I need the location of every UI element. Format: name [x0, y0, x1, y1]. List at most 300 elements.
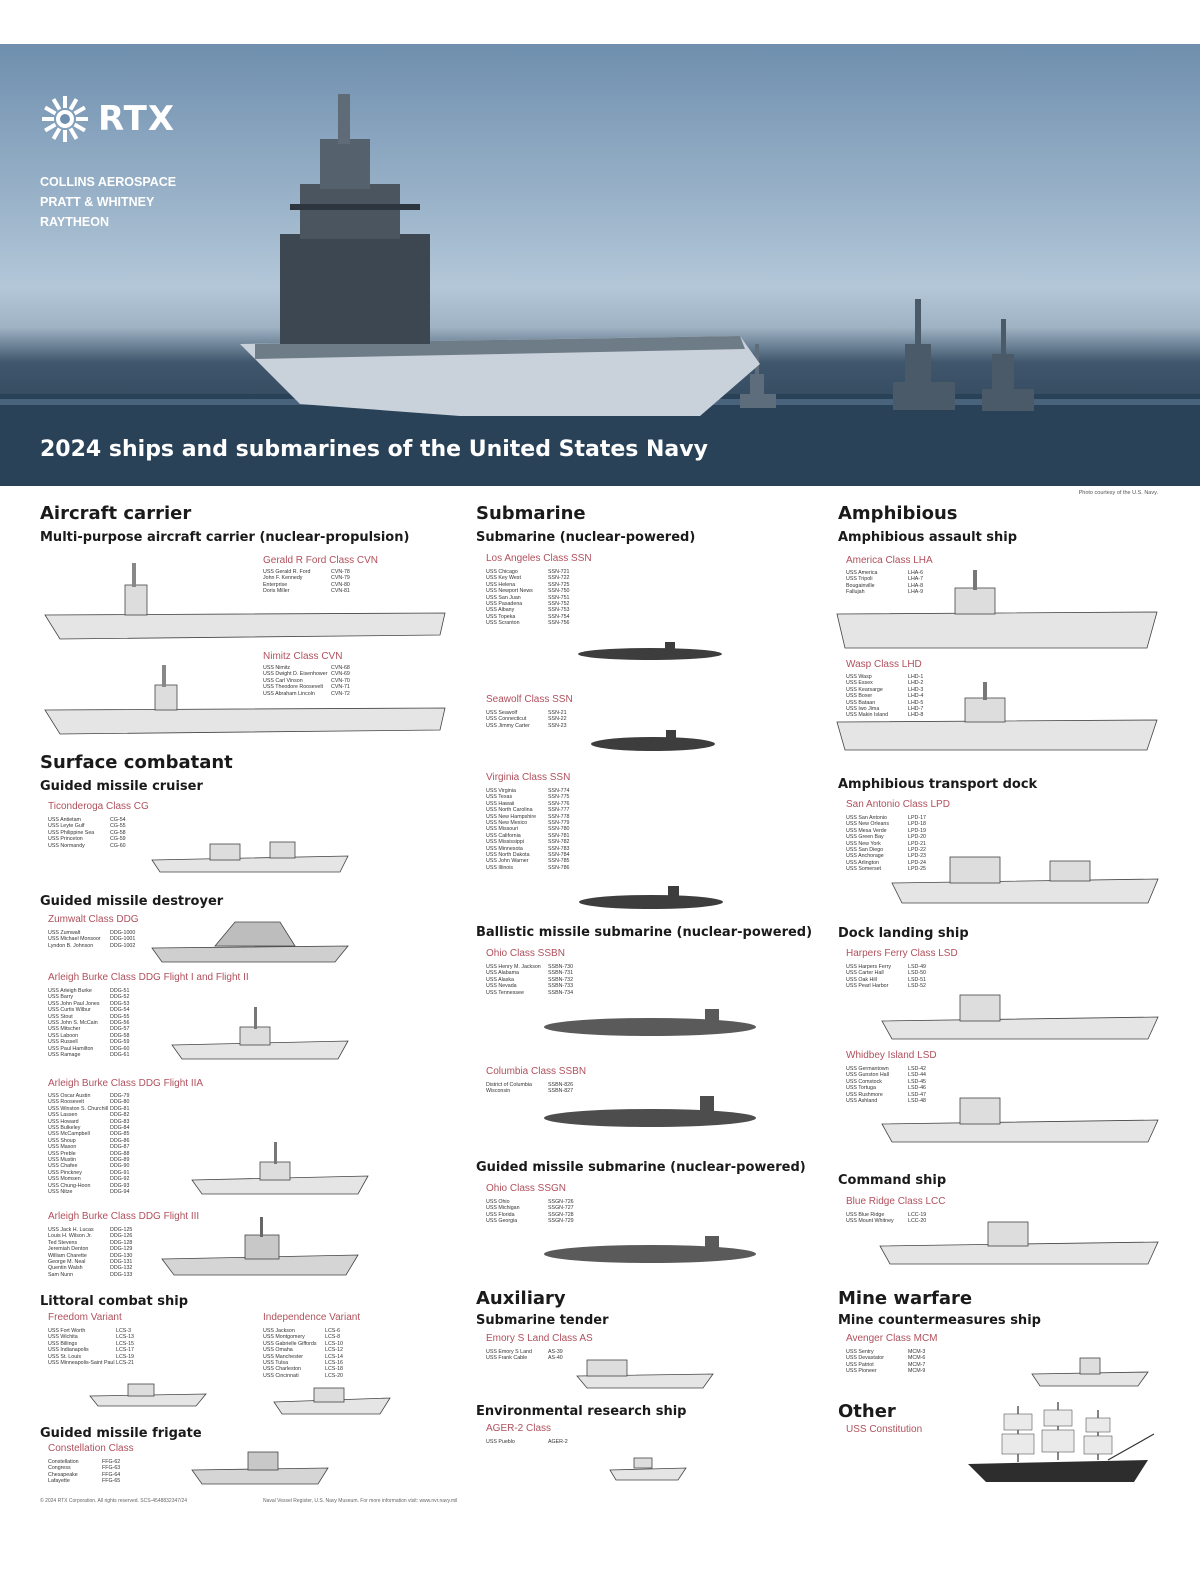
ship-name: USS San Antonio	[846, 815, 887, 821]
hull-number: DDG-54	[110, 1007, 130, 1014]
hull-number: CG-58	[110, 829, 126, 836]
hull-number: DDG-130	[110, 1252, 133, 1259]
ship-name: USS Makin Island	[846, 712, 889, 719]
subheading-cruiser: Guided missile cruiser	[40, 779, 203, 794]
ship-name: USS Laboon	[48, 1032, 79, 1039]
hull-number: SSN-779	[548, 820, 570, 827]
hull-number: SSN-777	[548, 807, 570, 814]
blue-ridge-silhouette	[878, 1208, 1160, 1268]
ship-name: USS Pinckney	[48, 1169, 82, 1176]
hull-number: LCS-13	[116, 1334, 134, 1341]
hull-number: LHD-7	[908, 706, 924, 713]
ship-name: Doris Miller	[263, 588, 290, 595]
hull-number: SSN-725	[548, 581, 570, 588]
hull-number: CVN-80	[331, 581, 350, 588]
ship-name: USS John Warner	[486, 858, 529, 865]
ship-name: USS Wasp	[846, 674, 872, 680]
nimitz-silhouette	[40, 660, 450, 740]
ship-name: USS Alabama	[486, 970, 519, 977]
ship-name: USS Pasadena	[486, 601, 523, 608]
ship-name: USS Harpers Ferry	[846, 964, 892, 970]
subsidiary-list	[40, 172, 176, 232]
ship-name: USS Oak Hill	[846, 976, 877, 983]
ship-name: USS Gabrielle Giffords	[263, 1340, 317, 1347]
hull-number: SSBN-826	[548, 1082, 574, 1088]
class-nimitz: Nimitz Class CVN	[263, 651, 343, 662]
hull-number: DDG-90	[110, 1163, 130, 1170]
hull-number: LSD-46	[908, 1085, 926, 1092]
hull-number: DDG-59	[110, 1039, 130, 1046]
carrier-photo	[0, 44, 1200, 486]
ship-name: USS California	[486, 832, 521, 839]
ship-name: USS Theodore Roosevelt	[263, 684, 323, 691]
hull-number: LCS-12	[325, 1347, 343, 1354]
hull-number: DDG-55	[110, 1013, 130, 1020]
ship-name: USS Curtis Wilbur	[48, 1007, 91, 1014]
class-constitution: USS Constitution	[846, 1424, 923, 1435]
ship-name: USS New Mexico	[486, 820, 528, 827]
logo-text: RTX	[98, 99, 176, 139]
hull-number: DDG-61	[110, 1052, 130, 1059]
class-los-angeles: Los Angeles Class SSN	[486, 553, 592, 564]
virginia-silhouette	[576, 880, 726, 910]
avenger-silhouette	[1030, 1348, 1150, 1388]
ab-flight3-silhouette	[160, 1215, 360, 1277]
list-seawolf	[486, 710, 578, 729]
ship-name: USS Boxer	[846, 693, 873, 700]
hull-number: LCS-21	[116, 1360, 134, 1367]
heading-aircraft-carrier: Aircraft carrier	[40, 503, 192, 524]
hull-number: LCC-20	[908, 1218, 927, 1225]
ship-name: USS Germantown	[846, 1066, 889, 1072]
class-emory: Emory S Land Class AS	[486, 1333, 593, 1344]
ship-name: USS Devastator	[846, 1355, 884, 1362]
hull-number: SSN-751	[548, 594, 570, 601]
ship-name: USS Tortuga	[846, 1085, 876, 1092]
ship-name: USS John Paul Jones	[48, 1000, 100, 1007]
hull-number: LHD-5	[908, 699, 924, 706]
class-columbia: Columbia Class SSBN	[486, 1066, 587, 1077]
subheading-transport: Amphibious transport dock	[838, 777, 1038, 792]
hull-number: LCS-8	[325, 1334, 341, 1341]
subheading-tender: Submarine tender	[476, 1313, 609, 1328]
hull-number: DDG-56	[110, 1020, 130, 1027]
ship-name: USS Mitscher	[48, 1026, 81, 1033]
hull-number: LPD-19	[908, 827, 926, 834]
subheading-destroyer: Guided missile destroyer	[40, 894, 224, 909]
ship-name: USS Blue Ridge	[846, 1212, 885, 1218]
hull-number: CVN-69	[331, 671, 350, 678]
class-wasp: Wasp Class LHD	[846, 659, 922, 670]
ship-name: Lyndon B. Johnson	[48, 942, 94, 949]
hull-number: LHA-6	[908, 570, 924, 576]
list-ab-flight3	[48, 1227, 140, 1278]
ship-name: USS Philippine Sea	[48, 829, 95, 836]
ship-name: USS Indianapolis	[48, 1347, 89, 1354]
ticonderoga-silhouette	[150, 832, 350, 874]
independence-silhouette	[272, 1380, 392, 1416]
class-constellation: Constellation Class	[48, 1443, 134, 1454]
ship-name: USS Patriot	[846, 1361, 874, 1368]
hull-number: DDG-89	[110, 1157, 130, 1164]
heading-submarine: Submarine	[476, 503, 586, 524]
hull-number: LHA-9	[908, 589, 924, 596]
ship-name: USS Winston S. Churchill	[48, 1105, 109, 1112]
hull-number: SSN-778	[548, 813, 570, 820]
ship-name: USS Ohio	[486, 1199, 510, 1205]
hull-number: LCS-16	[325, 1360, 343, 1367]
heading-auxiliary: Auxiliary	[476, 1288, 566, 1309]
hull-number: LCS-18	[325, 1366, 343, 1373]
hull-number: SSBN-732	[548, 976, 574, 983]
hull-number: LPD-23	[908, 853, 926, 860]
hull-number: LHA-7	[908, 576, 924, 583]
ship-name: USS Kearsarge	[846, 686, 883, 693]
ship-name: USS Mesa Verde	[846, 827, 887, 834]
ship-name: USS Charleston	[263, 1366, 301, 1373]
ship-name: USS Henry M. Jackson	[486, 964, 541, 970]
class-ford: Gerald R Ford Class CVN	[263, 555, 379, 566]
ship-name: USS Wichita	[48, 1334, 78, 1341]
list-ager	[486, 1439, 578, 1445]
hull-number: SSN-780	[548, 826, 570, 833]
hull-number: SSN-785	[548, 858, 570, 865]
ship-name: USS Hawaii	[486, 800, 515, 807]
list-emory	[486, 1349, 578, 1362]
hull-number: DDG-81	[110, 1105, 130, 1112]
ship-name: USS Michigan	[486, 1205, 520, 1212]
ship-name: USS Pearl Harbor	[846, 983, 889, 990]
hull-number: LCS-10	[325, 1340, 343, 1347]
ship-name: USS Tripoli	[846, 576, 873, 583]
hull-number: DDG-85	[110, 1131, 130, 1138]
ship-name: USS Ramage	[48, 1052, 81, 1059]
ship-name: USS Florida	[486, 1211, 515, 1218]
ship-name: John F. Kennedy	[263, 575, 303, 582]
hull-number: SSN-722	[548, 575, 570, 582]
ship-name: Jeremiah Denton	[48, 1246, 89, 1253]
hull-number: SSN-783	[548, 845, 570, 852]
hull-number: DDG-1001	[110, 936, 136, 943]
ohio-ssgn-silhouette	[540, 1232, 760, 1264]
ship-name: USS Frank Cable	[486, 1355, 528, 1362]
hull-number: LHD-4	[908, 693, 924, 700]
subsidiary-raytheon: RAYTHEON	[40, 215, 109, 229]
ship-name: USS Barry	[48, 994, 74, 1001]
hull-number: DDG-82	[110, 1112, 130, 1119]
ship-name: USS Rushmore	[846, 1091, 883, 1098]
hull-number: CVN-68	[331, 665, 350, 671]
hull-number: DDG-88	[110, 1150, 130, 1157]
ship-name: Chesapeake	[48, 1471, 78, 1478]
ship-name: USS Tulsa	[263, 1360, 289, 1367]
ship-name: USS Abraham Lincoln	[263, 690, 315, 697]
class-avenger: Avenger Class MCM	[846, 1333, 938, 1344]
list-ohio-ssbn	[486, 964, 578, 996]
hull-number: DDG-84	[110, 1125, 130, 1132]
ab-flight2a-silhouette	[190, 1140, 370, 1196]
subheading-lcs: Littoral combat ship	[40, 1294, 189, 1309]
list-ticonderoga	[48, 817, 140, 849]
list-independence	[263, 1328, 351, 1379]
ship-name: USS Jackson	[263, 1328, 295, 1334]
ship-name: USS Illinois	[486, 864, 514, 871]
list-ohio-ssgn	[486, 1199, 578, 1225]
ship-name: USS Chicago	[486, 569, 518, 575]
ship-name: USS Sentry	[846, 1349, 874, 1355]
subheading-mcm: Mine countermeasures ship	[838, 1313, 1041, 1328]
ship-name: Sam Nunn	[48, 1271, 74, 1278]
ship-name: USS Zumwalt	[48, 930, 81, 936]
hull-number: LPD-25	[908, 866, 926, 873]
hull-number: LSD-52	[908, 983, 926, 990]
hull-number: SSN-776	[548, 800, 570, 807]
hull-number: CVN-81	[331, 588, 350, 595]
hull-number: LPD-17	[908, 815, 926, 821]
class-america: America Class LHA	[846, 555, 933, 566]
ship-name: USS Connecticut	[486, 716, 527, 723]
class-harpers: Harpers Ferry Class LSD	[846, 948, 958, 959]
hull-number: SSN-21	[548, 710, 567, 716]
ship-name: USS Shoup	[48, 1137, 76, 1144]
class-freedom: Freedom Variant	[48, 1312, 122, 1323]
hull-number: SSN-23	[548, 722, 567, 729]
subheading-command: Command ship	[838, 1173, 947, 1188]
ship-name: USS Paul Hamilton	[48, 1045, 94, 1052]
ship-name: USS Minnesota	[486, 845, 523, 852]
ship-name: USS Fort Worth	[48, 1328, 86, 1334]
ship-name: USS New Hampshire	[486, 813, 537, 820]
ship-name: Constellation	[48, 1459, 79, 1465]
ship-name: USS Mustin	[48, 1157, 76, 1164]
ship-name: USS Nevada	[486, 983, 517, 990]
hull-number: LHD-3	[908, 686, 924, 693]
ship-name: USS Dwight D. Eisenhower	[263, 671, 328, 678]
constitution-silhouette	[958, 1400, 1158, 1486]
ship-name: USS Carl Vinson	[263, 677, 303, 684]
ship-name: USS Scranton	[486, 620, 520, 627]
class-virginia: Virginia Class SSN	[486, 772, 571, 783]
class-ab-flight3: Arleigh Burke Class DDG Flight III	[48, 1211, 200, 1222]
class-ab-flight1: Arleigh Burke Class DDG Flight I and Flight II	[48, 972, 249, 983]
hull-number: LCS-20	[325, 1372, 343, 1379]
ship-name: USS Texas	[486, 794, 513, 801]
emory-silhouette	[575, 1350, 715, 1390]
list-los-angeles	[486, 569, 578, 627]
hull-number: DDG-86	[110, 1137, 130, 1144]
hull-number: SSN-784	[548, 852, 570, 859]
ship-name: USS Michael Monsoor	[48, 936, 101, 943]
hull-number: LHD-8	[908, 712, 924, 719]
hull-number: MCM-6	[908, 1355, 926, 1362]
hull-number: DDG-94	[110, 1189, 130, 1196]
ship-name: USS Gerald R. Ford	[263, 569, 311, 575]
ship-name: Congress	[48, 1465, 71, 1472]
ship-name: Louis H. Wilson Jr.	[48, 1233, 92, 1240]
ship-name: USS Billings	[48, 1340, 78, 1347]
hull-number: DDG-83	[110, 1118, 130, 1125]
ship-name: Fallujah	[846, 589, 865, 596]
hull-number: LCC-19	[908, 1212, 927, 1218]
ship-name: USS Stout	[48, 1013, 73, 1020]
hull-number: SSBN-731	[548, 970, 574, 977]
class-whidbey: Whidbey Island LSD	[846, 1050, 937, 1061]
whidbey-silhouette	[880, 1090, 1160, 1146]
hull-number: SSN-786	[548, 864, 570, 871]
hull-number: SSN-22	[548, 716, 567, 723]
ship-name: USS Bulkeley	[48, 1125, 81, 1132]
constellation-silhouette	[190, 1440, 330, 1486]
los-angeles-silhouette	[575, 636, 725, 662]
hull-number: CVN-72	[331, 690, 350, 697]
ship-name: USS Montgomery	[263, 1334, 305, 1341]
ship-name: USS Howard	[48, 1118, 79, 1125]
heading-amphibious: Amphibious	[838, 503, 958, 524]
ship-name: USS Ashland	[846, 1098, 878, 1105]
hull-number: FFG-64	[102, 1471, 121, 1478]
hull-number: CG-60	[110, 842, 126, 849]
class-ager: AGER-2 Class	[486, 1423, 552, 1434]
ship-name: USS Albany	[486, 607, 515, 614]
ship-name: George M. Neal	[48, 1259, 86, 1266]
freedom-silhouette	[88, 1372, 208, 1408]
heading-mine-warfare: Mine warfare	[838, 1288, 973, 1309]
hull-number: SSN-756	[548, 620, 570, 627]
ship-name: USS Helena	[486, 581, 516, 588]
subheading-ballistic: Ballistic missile submarine (nuclear-powered)	[476, 925, 813, 940]
class-zumwalt: Zumwalt Class DDG	[48, 914, 139, 925]
hull-number: FFG-65	[102, 1478, 121, 1485]
hull-number: SSN-721	[548, 569, 570, 575]
hull-number: LHD-2	[908, 680, 924, 687]
photo-credit: Photo courtesy of the U.S. Navy.	[1078, 490, 1158, 496]
ford-silhouette	[40, 555, 450, 643]
ager-silhouette	[608, 1448, 688, 1482]
ship-name: USS Preble	[48, 1150, 76, 1157]
ship-name: USS Jimmy Carter	[486, 722, 530, 729]
hull-number: SSN-782	[548, 839, 570, 846]
ship-name: USS McCampbell	[48, 1131, 90, 1138]
ship-name: USS Omaha	[263, 1347, 293, 1354]
ship-name: USS New Orleans	[846, 821, 889, 828]
hull-number: CVN-78	[331, 569, 350, 575]
hull-number: CG-55	[110, 823, 126, 830]
ship-name: USS Essex	[846, 680, 873, 687]
harpers-silhouette	[880, 985, 1160, 1043]
hull-number: DDG-87	[110, 1144, 130, 1151]
hull-number: LCS-15	[116, 1340, 134, 1347]
ship-name: USS Normandy	[48, 842, 85, 849]
list-ab-flight1	[48, 988, 140, 1058]
hull-number: MCM-9	[908, 1368, 926, 1375]
ship-name: USS Georgia	[486, 1218, 518, 1225]
hull-number: SSBN-730	[548, 964, 574, 970]
ship-name: USS Alaska	[486, 976, 514, 983]
hull-number: DDG-93	[110, 1182, 130, 1189]
hull-number: SSGN-729	[548, 1218, 574, 1225]
ship-name: USS Chung-Hoon	[48, 1182, 91, 1189]
hull-number: LPD-21	[908, 840, 926, 847]
hull-number: DDG-132	[110, 1265, 133, 1272]
ship-name: USS Lassen	[48, 1112, 78, 1119]
ship-name: USS Iwo Jima	[846, 706, 880, 713]
ship-name: USS Mississippi	[486, 839, 524, 846]
hull-number: SSN-754	[548, 613, 570, 620]
ship-name: District of Columbia	[486, 1082, 532, 1088]
class-san-antonio: San Antonio Class LPD	[846, 799, 950, 810]
hull-number: CG-59	[110, 836, 126, 843]
ship-name: USS Somerset	[846, 866, 882, 873]
hull-number: SSBN-827	[548, 1088, 574, 1095]
hull-number: SSN-753	[548, 607, 570, 614]
hull-number: LPD-20	[908, 834, 926, 841]
ship-name: USS Green Bay	[846, 834, 884, 841]
ship-name: USS San Juan	[486, 594, 521, 601]
ship-name: USS Anchorage	[846, 853, 884, 860]
hull-number: LSD-47	[908, 1091, 926, 1098]
hull-number: SSN-752	[548, 601, 570, 608]
hero-banner	[0, 44, 1200, 486]
ship-name: USS St. Louis	[48, 1353, 81, 1360]
ship-name: Enterprise	[263, 581, 288, 588]
hull-number: SSBN-733	[548, 983, 574, 990]
hull-number: CG-54	[110, 817, 126, 823]
hull-number: DDG-53	[110, 1000, 130, 1007]
zumwalt-silhouette	[150, 916, 350, 964]
hull-number: CVN-79	[331, 575, 350, 582]
hull-number: LSD-48	[908, 1098, 926, 1105]
ship-name: USS North Carolina	[486, 807, 533, 814]
hull-number: MCM-7	[908, 1361, 926, 1368]
ship-name: USS Arleigh Burke	[48, 988, 92, 994]
america-silhouette	[835, 568, 1160, 652]
ship-name: USS Mason	[48, 1144, 77, 1151]
subheading-research: Environmental research ship	[476, 1404, 687, 1419]
hull-number: LSD-45	[908, 1078, 926, 1085]
hull-number: LCS-19	[116, 1353, 134, 1360]
hull-number: AGER-2	[548, 1439, 568, 1445]
ship-name: USS Chafee	[48, 1163, 78, 1170]
hull-number: LPD-18	[908, 821, 926, 828]
ship-name: Ted Stevens	[48, 1239, 78, 1246]
ship-name: USS Arlington	[846, 859, 879, 866]
hull-number: DDG-131	[110, 1259, 133, 1266]
footer-source: Naval Vessel Register, U.S. Navy Museum. For more information visit: www.nvr.navy.mil	[263, 1498, 458, 1504]
hull-number: SSN-774	[548, 788, 570, 794]
hull-number: DDG-1002	[110, 942, 136, 949]
hull-number: DDG-129	[110, 1246, 133, 1253]
ab-flight1-silhouette	[170, 1005, 350, 1061]
hull-number: DDG-79	[110, 1093, 130, 1099]
hull-number: MCM-3	[908, 1349, 926, 1355]
subheading-dock: Dock landing ship	[838, 926, 969, 941]
rtx-starburst-icon	[40, 94, 90, 144]
hull-number: FFG-63	[102, 1465, 121, 1472]
hull-number: DDG-58	[110, 1032, 130, 1039]
class-ticonderoga: Ticonderoga Class CG	[48, 801, 149, 812]
ship-name: USS Russell	[48, 1039, 78, 1046]
hull-number: DDG-92	[110, 1176, 130, 1183]
ship-name: USS Roosevelt	[48, 1099, 84, 1106]
hull-number: LPD-24	[908, 859, 926, 866]
ship-name: William Charette	[48, 1252, 87, 1259]
ship-name: USS Virginia	[486, 788, 516, 794]
class-independence: Independence Variant	[263, 1312, 361, 1323]
list-virginia	[486, 788, 578, 871]
hull-number: LSD-51	[908, 976, 926, 983]
hull-number: AS-39	[548, 1349, 563, 1355]
hull-number: DDG-52	[110, 994, 130, 1001]
